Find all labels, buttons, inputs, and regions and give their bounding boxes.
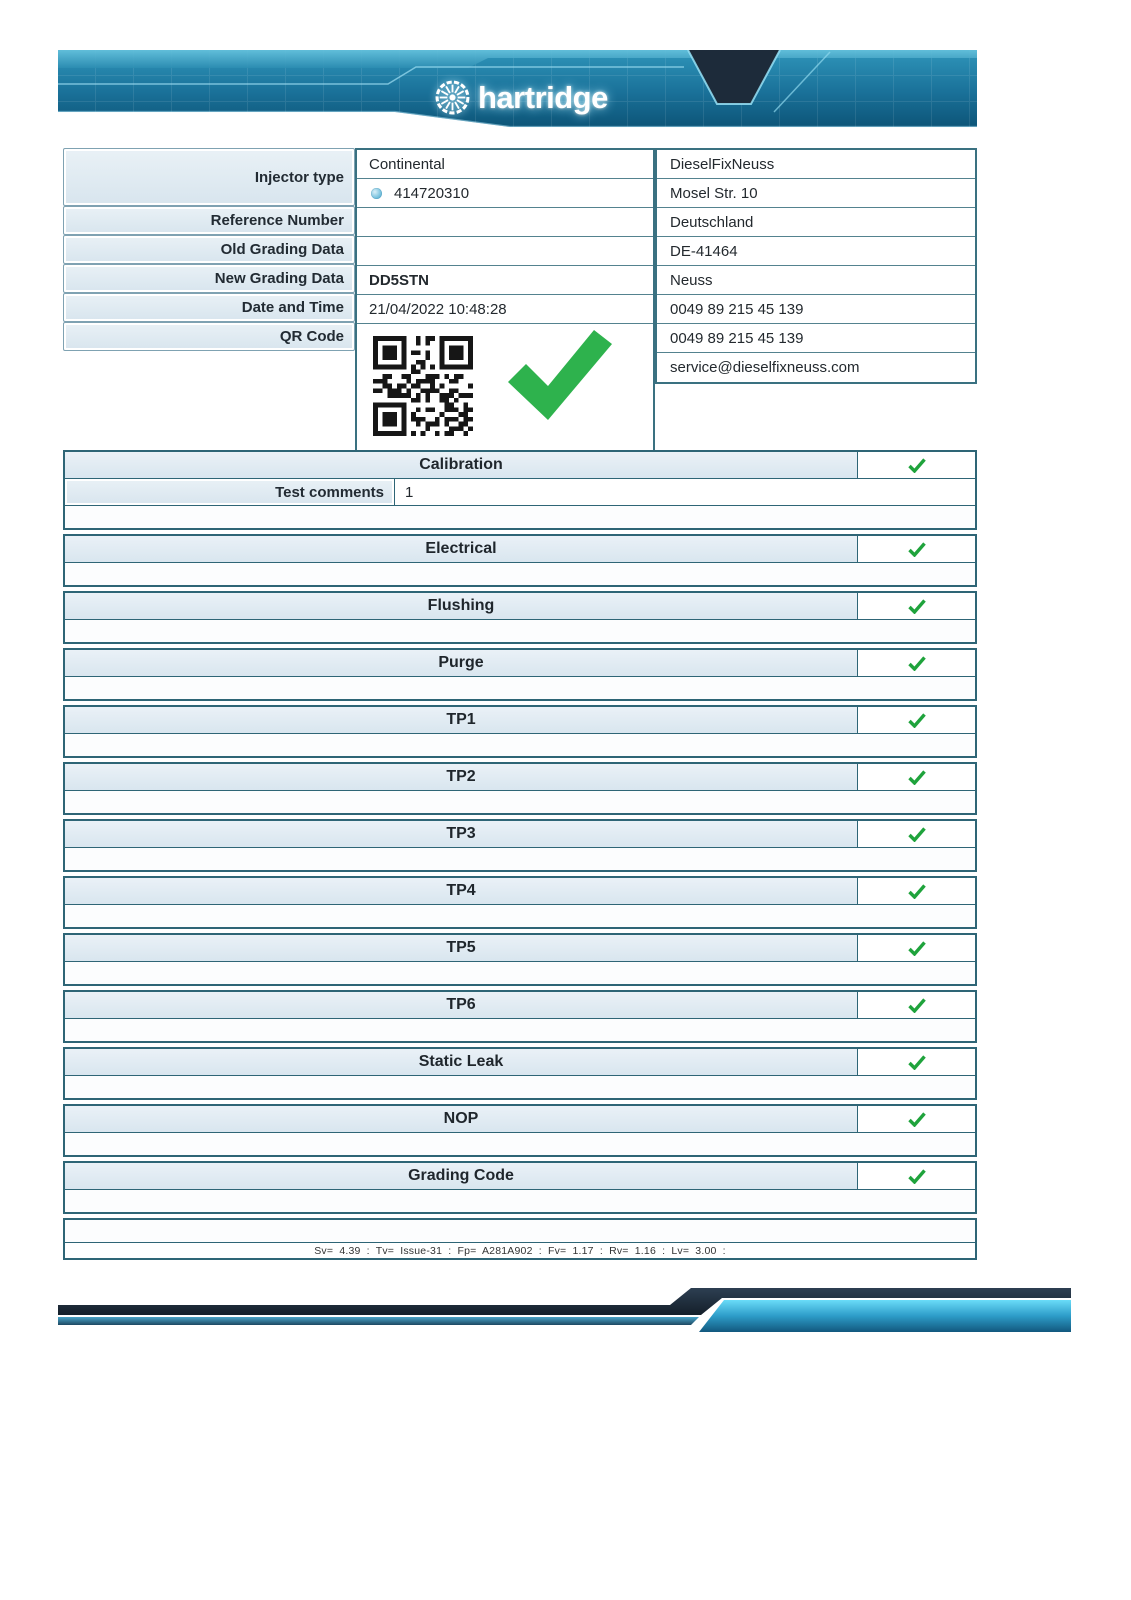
globe-icon xyxy=(371,188,382,199)
check-icon xyxy=(908,713,926,728)
info-value-text: 414720310 xyxy=(394,184,470,202)
section-status-cell xyxy=(857,650,975,676)
info-value-row xyxy=(357,208,653,237)
section-status-cell xyxy=(857,1163,975,1189)
section-title: NOP xyxy=(65,1106,857,1132)
pass-check-icon xyxy=(503,330,617,422)
section-status-cell xyxy=(857,707,975,733)
section-title: TP2 xyxy=(65,764,857,790)
section-result-row xyxy=(65,619,975,642)
section-title: Electrical xyxy=(65,536,857,562)
section-result-row xyxy=(65,790,975,813)
address-row: DE-41464 xyxy=(657,237,975,266)
test-section-flushing xyxy=(63,591,977,644)
section-status-cell xyxy=(857,1106,975,1132)
section-title: Grading Code xyxy=(65,1163,857,1189)
injector-info-values xyxy=(355,148,655,452)
check-icon xyxy=(908,656,926,671)
section-status-cell xyxy=(857,593,975,619)
address-row: service@dieselfixneuss.com xyxy=(657,353,975,382)
section-result-row xyxy=(65,1132,975,1155)
check-icon xyxy=(908,542,926,557)
section-result-row xyxy=(65,676,975,699)
check-icon xyxy=(908,1169,926,1184)
test-section-calibration xyxy=(63,450,977,530)
info-value-text: DD5STN xyxy=(369,271,430,289)
test-section-tp6 xyxy=(63,990,977,1043)
brand-name: hartridge xyxy=(478,80,608,115)
footer-banner-graphic xyxy=(58,1286,1073,1338)
header-banner xyxy=(58,50,977,128)
section-result-row xyxy=(65,562,975,585)
section-title: TP1 xyxy=(65,707,857,733)
section-status-cell xyxy=(857,935,975,961)
test-comments-value: 1 xyxy=(395,479,975,505)
footer-empty-row xyxy=(65,1220,975,1242)
check-icon xyxy=(908,458,926,473)
info-value-row xyxy=(357,266,653,295)
test-section-nop xyxy=(63,1104,977,1157)
test-section-tp1 xyxy=(63,705,977,758)
address-row: Deutschland xyxy=(657,208,975,237)
section-result-row xyxy=(65,1018,975,1041)
section-result-row xyxy=(65,847,975,870)
info-value-row xyxy=(357,179,653,208)
section-status-cell xyxy=(857,821,975,847)
info-label-date-and-time: Date and Time xyxy=(63,293,355,322)
test-section-tp5 xyxy=(63,933,977,986)
check-icon xyxy=(908,1112,926,1127)
injector-info-labels xyxy=(63,148,355,351)
test-comments-label: Test comments xyxy=(65,479,395,505)
info-label-reference-number: Reference Number xyxy=(63,206,355,235)
section-title: Flushing xyxy=(65,593,857,619)
section-title: TP6 xyxy=(65,992,857,1018)
test-section-grading-code xyxy=(63,1161,977,1214)
section-status-cell xyxy=(857,878,975,904)
check-icon xyxy=(908,884,926,899)
info-label-injector-type: Injector type xyxy=(63,148,355,206)
info-value-row xyxy=(357,150,653,179)
test-sections xyxy=(63,450,977,1260)
check-icon xyxy=(908,827,926,842)
check-icon xyxy=(908,998,926,1013)
hartridge-wheel-icon xyxy=(434,79,471,116)
test-section-tp3 xyxy=(63,819,977,872)
address-row: 0049 89 215 45 139 xyxy=(657,295,975,324)
section-result-row xyxy=(65,904,975,927)
info-value-text: Continental xyxy=(369,155,445,173)
test-section-purge xyxy=(63,648,977,701)
section-result-row xyxy=(65,961,975,984)
section-title: Calibration xyxy=(65,452,857,478)
test-section-static-leak xyxy=(63,1047,977,1100)
section-result-row xyxy=(65,505,975,528)
test-section-tp4 xyxy=(63,876,977,929)
footer-banner xyxy=(58,1286,1073,1338)
info-value-row xyxy=(357,237,653,266)
qr-code xyxy=(373,336,473,436)
address-row: DieselFixNeuss xyxy=(657,150,975,179)
info-value-row xyxy=(357,295,653,324)
section-result-row xyxy=(65,1075,975,1098)
section-status-cell xyxy=(857,1049,975,1075)
customer-address-panel xyxy=(655,148,977,384)
section-result-row xyxy=(65,733,975,756)
section-status-cell xyxy=(857,452,975,478)
info-label-qr-code: QR Code xyxy=(63,322,355,351)
qr-cell xyxy=(357,324,653,450)
address-row: Mosel Str. 10 xyxy=(657,179,975,208)
section-status-cell xyxy=(857,536,975,562)
check-icon xyxy=(908,770,926,785)
address-row: Neuss xyxy=(657,266,975,295)
version-footer xyxy=(63,1218,977,1260)
check-icon xyxy=(908,1055,926,1070)
info-label-new-grading-data: New Grading Data xyxy=(63,264,355,293)
section-status-cell xyxy=(857,992,975,1018)
section-title: Static Leak xyxy=(65,1049,857,1075)
version-line: Sv= 4.39 : Tv= Issue-31 : Fp= A281A902 : Fv= 1.17 : Rv= 1.16 : Lv= 3.00 : xyxy=(65,1242,975,1258)
brand-logo xyxy=(434,79,608,116)
test-section-electrical xyxy=(63,534,977,587)
section-result-row xyxy=(65,1189,975,1212)
check-icon xyxy=(908,599,926,614)
section-title: TP5 xyxy=(65,935,857,961)
section-title: TP4 xyxy=(65,878,857,904)
info-label-old-grading-data: Old Grading Data xyxy=(63,235,355,264)
section-title: Purge xyxy=(65,650,857,676)
address-row: 0049 89 215 45 139 xyxy=(657,324,975,353)
info-value-text: 21/04/2022 10:48:28 xyxy=(369,300,507,318)
section-status-cell xyxy=(857,764,975,790)
check-icon xyxy=(908,941,926,956)
test-section-tp2 xyxy=(63,762,977,815)
section-title: TP3 xyxy=(65,821,857,847)
